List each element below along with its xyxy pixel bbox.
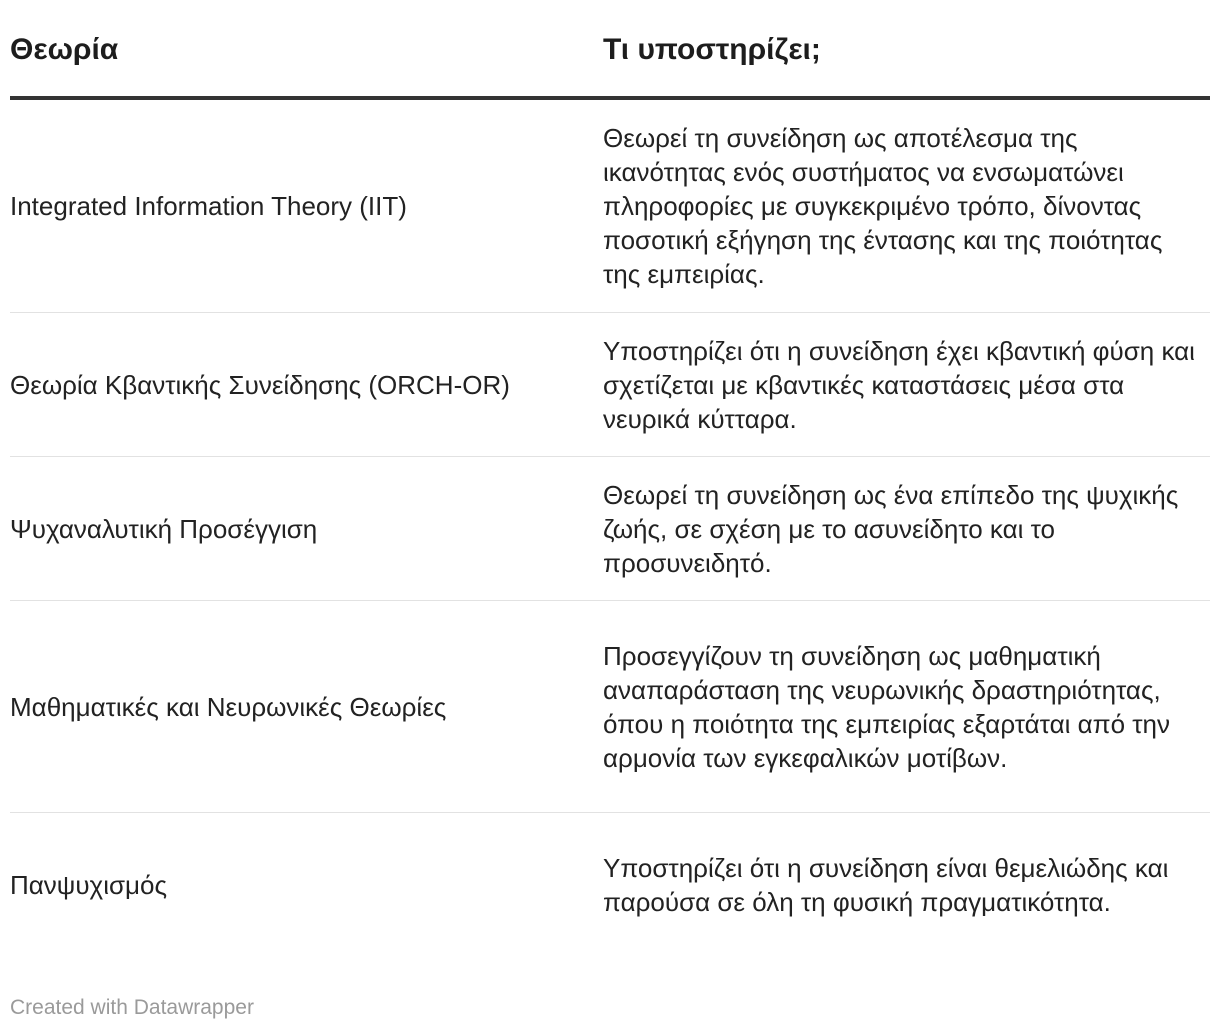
cell-claim: Υποστηρίζει ότι η συνείδηση είναι θεμελιώδης και παρούσα σε όλη τη φυσική πραγματικότητα. (603, 853, 1169, 917)
datawrapper-credit[interactable]: Created with Datawrapper (10, 996, 254, 1019)
cell-claim: Θεωρεί τη συνείδηση ως ένα επίπεδο της ψυχικής ζωής, σε σχέση με το ασυνείδητο και το προσυνειδητό. (603, 479, 1179, 578)
cell-theory: Integrated Information Theory (IIT) (10, 191, 407, 221)
cell-theory: Ψυχαναλυτική Προσέγγιση (10, 513, 318, 544)
table-header (10, 0, 1210, 100)
table-row (10, 313, 1210, 457)
header-theory: Θεωρία (10, 33, 119, 66)
table-row (10, 601, 1210, 813)
cell-claim: Θεωρεί τη συνείδηση ως αποτέλεσμα της ικανότητας ενός συστήματος να ενσωματώνει πληροφορίες με συγκεκριμένο τρόπο, δίνοντας ποσοτική εξήγηση της έντασης και της ποιότητας της εμπειρίας. (603, 123, 1163, 289)
cell-theory: Μαθηματικές και Νευρωνικές Θεωρίες (10, 691, 447, 722)
cell-theory: Πανψυχισμός (10, 870, 168, 900)
table-row (10, 457, 1210, 601)
table-row (10, 813, 1210, 957)
table-row (10, 100, 1210, 313)
cell-claim: Προσεγγίζουν τη συνείδηση ως μαθηματική αναπαράσταση της νευρωνικής δραστηριότητας, όπου η ποιότητα της εμπειρίας εξαρτάται από την αρμονία των εγκεφαλικών μοτίβων. (603, 640, 1170, 773)
cell-claim: Υποστηρίζει ότι η συνείδηση έχει κβαντική φύση και σχετίζεται με κβαντικές καταστάσεις μέσα στα νευρικά κύτταρα. (603, 335, 1195, 434)
cell-theory: Θεωρία Κβαντικής Συνείδησης (ORCH-OR) (10, 369, 510, 400)
theories-table (10, 0, 1210, 957)
header-claim: Τι υποστηρίζει; (603, 33, 821, 66)
